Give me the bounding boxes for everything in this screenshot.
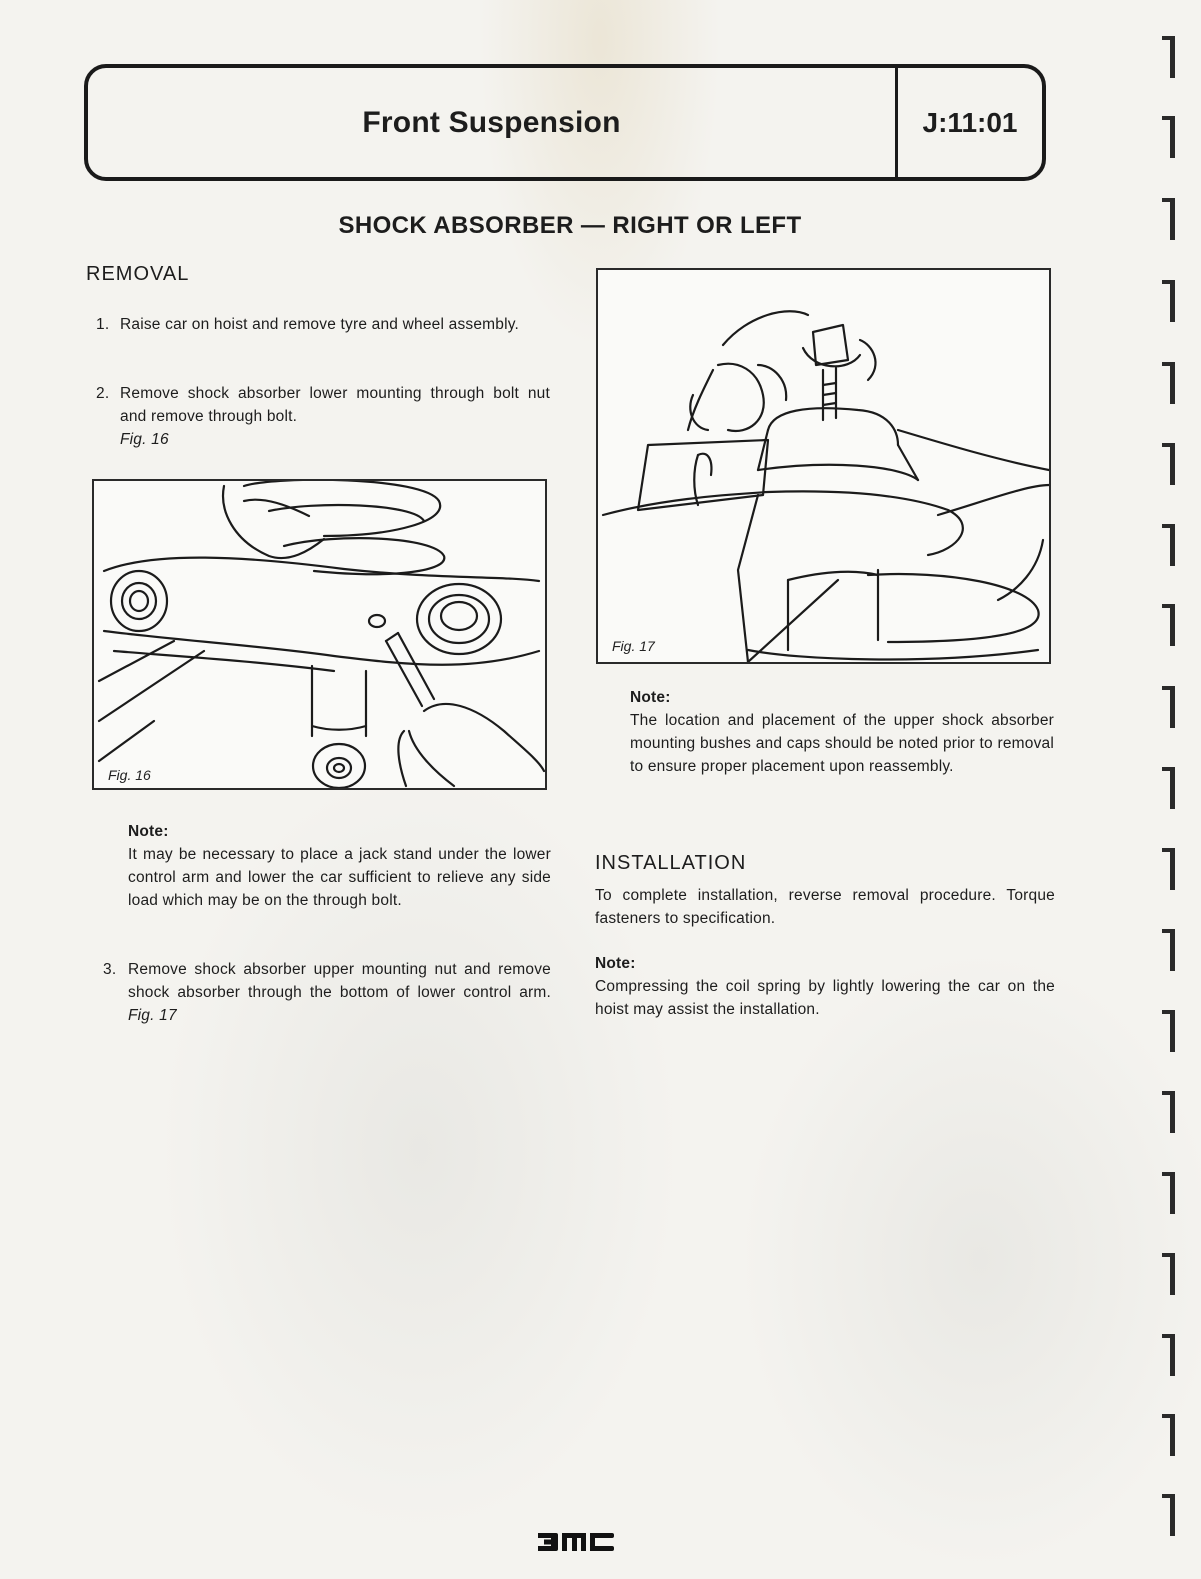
note-text: Compressing the coil spring by lightly lowering the car on the hoist may assist the installation. <box>595 978 1055 1018</box>
note-text: It may be necessary to place a jack stand under the lower control arm and lower the car sufficient to relieve any side load which may be on the through bolt. <box>128 846 551 909</box>
binding-tab <box>1162 848 1175 890</box>
note-title: Note: <box>595 955 636 972</box>
installation-heading: INSTALLATION <box>595 852 747 874</box>
removal-heading: REMOVAL <box>86 263 190 285</box>
binding-tab <box>1162 116 1175 158</box>
note-text: The location and placement of the upper shock absorber mounting bushes and caps should be noted prior to removal to ensure proper placement upon reassembly. <box>630 712 1054 775</box>
figure-17-label: Fig. 17 <box>612 638 655 654</box>
header-title: Front Suspension <box>362 105 621 139</box>
step-text: Raise car on hoist and remove tyre and wheel assembly. <box>120 316 520 333</box>
page-header <box>84 64 1046 181</box>
step-number: 2. <box>96 385 110 402</box>
binding-tab <box>1162 362 1175 404</box>
binding-tab <box>1162 36 1175 78</box>
binding-tab <box>1162 767 1175 809</box>
removal-step-2 <box>96 382 550 451</box>
binding-tab <box>1162 1414 1175 1456</box>
binding-tab <box>1162 1172 1175 1214</box>
binding-tab <box>1162 524 1175 566</box>
binding-tab <box>1162 1253 1175 1295</box>
installation-note <box>595 952 1055 1021</box>
installation-text: To complete installation, reverse removal procedure. Torque fasteners to specification. <box>595 887 1055 927</box>
removal-note-right <box>630 686 1054 778</box>
figure-reference: Fig. 17 <box>128 1007 177 1024</box>
binding-tab <box>1162 929 1175 971</box>
figure-17 <box>596 268 1051 664</box>
step-text: Remove shock absorber upper mounting nut and remove shock absorber through the bottom of lower control arm. <box>128 961 551 1001</box>
note-title: Note: <box>128 823 169 840</box>
step-text: Remove shock absorber lower mounting through bolt nut and remove through bolt. <box>120 385 550 425</box>
step-number: 3. <box>103 961 117 978</box>
binding-tab <box>1162 1334 1175 1376</box>
figure-16-label: Fig. 16 <box>108 767 151 783</box>
step-number: 1. <box>96 316 110 333</box>
binding-tab <box>1162 198 1175 240</box>
binding-tab <box>1162 280 1175 322</box>
section-code: J:11:01 <box>922 106 1018 138</box>
binding-tab <box>1162 604 1175 646</box>
figure-16 <box>92 479 547 790</box>
figure-16-illustration <box>94 481 545 788</box>
removal-note <box>128 820 551 912</box>
removal-step-1 <box>96 313 550 336</box>
removal-step-3 <box>103 958 551 1027</box>
binding-tab <box>1162 1494 1175 1536</box>
note-title: Note: <box>630 689 671 706</box>
binding-tab <box>1162 1010 1175 1052</box>
binding-tab <box>1162 443 1175 485</box>
figure-reference: Fig. 16 <box>120 431 169 448</box>
section-title: SHOCK ABSORBER — RIGHT OR LEFT <box>338 212 802 239</box>
dmc-logo <box>538 1531 618 1553</box>
figure-17-illustration <box>598 270 1049 662</box>
binding-tab <box>1162 1091 1175 1133</box>
binding-tab <box>1162 686 1175 728</box>
